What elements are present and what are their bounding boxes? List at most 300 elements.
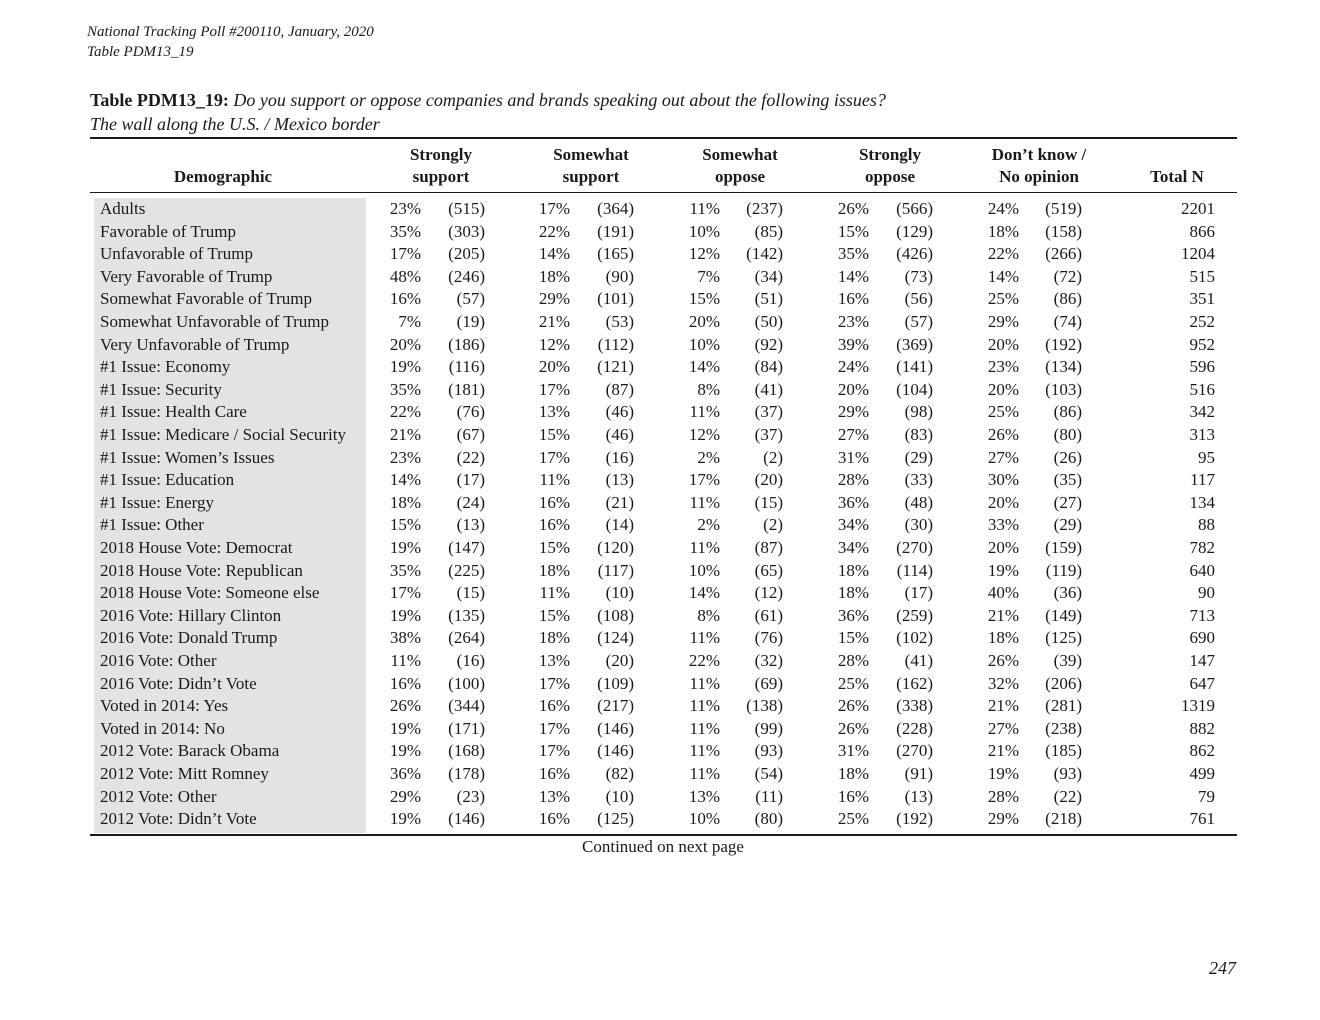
cell-somewhat-support-count: (16) [605,447,634,467]
cell-strongly-support-count: (225) [448,560,485,580]
row-demographic: Voted in 2014: No [100,718,225,738]
cell-somewhat-support-count: (146) [597,741,634,761]
cell-somewhat-support-count: (14) [605,515,634,535]
cell-somewhat-oppose-pct: 11% [689,718,720,738]
cell-somewhat-oppose-pct: 11% [689,492,720,512]
row-demographic: #1 Issue: Education [100,470,235,490]
table-row [0,401,1320,424]
cell-strongly-oppose-count: (98) [904,402,933,422]
cell-strongly-oppose-count: (129) [896,221,933,241]
cell-somewhat-oppose-pct: 12% [688,425,720,444]
cell-strongly-oppose-pct: 26% [837,718,869,738]
header-demographic: Demographic [173,167,273,186]
cell-somewhat-support-count: (146) [597,718,634,738]
cell-somewhat-support-pct: 17% [538,673,570,693]
row-demographic: #1 Issue: Energy [100,492,214,512]
cell-somewhat-oppose-count: (37) [754,402,783,422]
cell-strongly-support-count: (23) [456,786,485,806]
row-demographic: Favorable of Trump [100,221,236,241]
cell-somewhat-oppose-count: (84) [754,357,783,377]
cell-total-n: 134 [1189,492,1215,512]
cell-dont-know-count: (519) [1045,199,1082,218]
cell-somewhat-oppose-pct: 11% [689,402,720,422]
cell-somewhat-oppose-pct: 11% [689,673,720,693]
cell-somewhat-support-count: (46) [605,425,634,444]
cell-somewhat-support-count: (90) [605,266,634,286]
cell-strongly-support-pct: 48% [389,266,421,286]
running-head-poll: National Tracking Poll #200110, January, 2020 [87,24,374,40]
cell-dont-know-count: (218) [1045,809,1082,829]
cell-strongly-support-pct: 17% [389,244,421,264]
cell-strongly-oppose-count: (270) [896,538,933,557]
cell-strongly-oppose-pct: 20% [837,379,869,399]
row-demographic: 2016 Vote: Hillary Clinton [100,605,282,625]
cell-strongly-oppose-count: (56) [904,289,933,309]
cell-strongly-support-pct: 35% [389,221,421,241]
cell-dont-know-count: (35) [1053,470,1082,490]
cell-somewhat-support-pct: 17% [538,447,570,467]
cell-strongly-oppose-pct: 15% [837,221,869,241]
cell-strongly-oppose-count: (426) [896,244,933,264]
cell-dont-know-pct: 19% [987,560,1019,580]
cell-dont-know-count: (134) [1045,357,1082,377]
cell-dont-know-pct: 20% [987,379,1019,399]
row-demographic: #1 Issue: Security [100,379,222,399]
cell-somewhat-support-count: (125) [597,809,634,829]
cell-somewhat-support-pct: 13% [538,402,570,422]
cell-dont-know-count: (125) [1045,628,1082,648]
table-row [0,537,1320,560]
cell-dont-know-pct: 24% [987,199,1019,218]
table-row [0,356,1320,379]
cell-somewhat-support-pct: 22% [538,221,570,241]
row-demographic: 2016 Vote: Donald Trump [100,628,278,648]
cell-somewhat-oppose-pct: 11% [689,199,720,218]
cell-dont-know-pct: 25% [987,289,1019,309]
running-head-table-id: Table PDM13_19 [87,44,194,60]
cell-somewhat-support-pct: 15% [538,605,570,625]
cell-strongly-support-count: (147) [448,538,485,557]
cell-dont-know-count: (86) [1053,402,1082,422]
cell-somewhat-oppose-count: (50) [754,312,783,331]
table-row [0,582,1320,605]
cell-total-n: 88 [1198,515,1215,535]
table-row [0,740,1320,763]
cell-somewhat-oppose-count: (69) [754,673,783,693]
cell-dont-know-pct: 19% [987,764,1019,783]
cell-somewhat-oppose-pct: 22% [688,651,720,670]
cell-somewhat-oppose-count: (87) [754,538,783,557]
cell-strongly-support-pct: 19% [389,741,421,761]
cell-somewhat-support-count: (109) [597,673,634,693]
cell-total-n: 1204 [1181,244,1215,264]
cell-strongly-support-count: (246) [448,266,485,286]
cell-strongly-support-count: (15) [456,583,485,603]
cell-total-n: 313 [1189,425,1215,444]
cell-somewhat-oppose-pct: 8% [697,379,720,399]
table-row [0,243,1320,266]
cell-somewhat-support-pct: 12% [538,334,570,354]
cell-total-n: 342 [1189,402,1215,422]
cell-strongly-oppose-pct: 28% [837,470,869,490]
cell-somewhat-support-pct: 16% [538,696,570,716]
cell-strongly-support-pct: 19% [389,605,421,625]
cell-strongly-support-count: (24) [456,492,485,512]
table-row [0,650,1320,673]
cell-strongly-oppose-pct: 18% [837,583,869,603]
cell-strongly-support-count: (57) [456,289,485,309]
cell-somewhat-oppose-pct: 12% [688,244,720,264]
cell-strongly-oppose-count: (369) [896,334,933,354]
cell-dont-know-count: (22) [1053,786,1082,806]
cell-strongly-support-pct: 22% [389,402,421,422]
cell-somewhat-oppose-count: (65) [754,560,783,580]
cell-strongly-oppose-pct: 29% [837,402,869,422]
table-row [0,221,1320,244]
cell-strongly-support-pct: 15% [389,515,421,535]
cell-strongly-oppose-pct: 31% [837,741,869,761]
cell-total-n: 90 [1198,583,1215,603]
cell-somewhat-support-pct: 17% [538,379,570,399]
cell-somewhat-support-pct: 29% [538,289,570,309]
cell-total-n: 117 [1190,470,1215,490]
cell-total-n: 647 [1189,673,1215,693]
cell-dont-know-pct: 20% [987,538,1019,557]
cell-dont-know-pct: 40% [987,583,1019,603]
cell-somewhat-oppose-count: (142) [746,244,783,264]
cell-dont-know-pct: 27% [987,447,1019,467]
cell-strongly-oppose-pct: 27% [837,425,869,444]
cell-dont-know-pct: 28% [987,786,1019,806]
cell-strongly-oppose-count: (91) [904,764,933,783]
cell-dont-know-count: (74) [1053,312,1082,331]
header-somewhat-support: Somewhat support [553,145,629,186]
cell-dont-know-count: (29) [1053,515,1082,535]
cell-strongly-support-count: (22) [456,447,485,467]
cell-strongly-oppose-count: (566) [896,199,933,218]
cell-strongly-support-pct: 7% [398,312,421,331]
table-row [0,808,1320,831]
cell-strongly-oppose-pct: 34% [837,515,869,535]
cell-strongly-oppose-count: (13) [904,786,933,806]
cell-somewhat-oppose-pct: 11% [689,696,720,716]
cell-total-n: 252 [1189,312,1215,331]
cell-somewhat-oppose-count: (138) [746,696,783,716]
cell-dont-know-count: (185) [1045,741,1082,761]
cell-dont-know-count: (26) [1053,447,1082,467]
cell-somewhat-oppose-pct: 11% [689,538,720,557]
row-demographic: Voted in 2014: Yes [100,696,229,716]
cell-somewhat-oppose-count: (11) [755,786,783,806]
cell-somewhat-oppose-pct: 20% [688,312,720,331]
cell-strongly-support-count: (146) [448,809,485,829]
cell-dont-know-pct: 30% [987,470,1019,490]
cell-strongly-support-pct: 19% [389,809,421,829]
cell-strongly-oppose-pct: 25% [837,673,869,693]
cell-somewhat-support-pct: 13% [538,786,570,806]
table-row [0,492,1320,515]
cell-strongly-oppose-count: (162) [896,673,933,693]
cell-strongly-support-count: (16) [456,651,485,670]
cell-strongly-oppose-count: (57) [904,312,933,331]
cell-strongly-support-count: (135) [448,605,485,625]
cell-somewhat-support-count: (108) [597,605,634,625]
cell-strongly-oppose-count: (104) [896,379,933,399]
cell-dont-know-count: (192) [1045,334,1082,354]
cell-total-n: 596 [1189,357,1215,377]
row-demographic: #1 Issue: Women’s Issues [100,447,275,467]
cell-somewhat-oppose-count: (41) [754,379,783,399]
cell-somewhat-support-count: (364) [597,199,634,218]
cell-strongly-oppose-count: (270) [896,741,933,761]
cell-strongly-oppose-count: (102) [896,628,933,648]
cell-dont-know-pct: 21% [987,605,1019,625]
cell-somewhat-support-count: (87) [605,379,634,399]
cell-strongly-oppose-count: (228) [896,718,933,738]
cell-dont-know-pct: 23% [987,357,1019,377]
cell-somewhat-oppose-count: (34) [754,266,783,286]
cell-strongly-oppose-pct: 28% [837,651,869,670]
cell-strongly-support-count: (17) [456,470,485,490]
cell-somewhat-support-pct: 16% [538,764,570,783]
table-top-rule [90,137,1237,139]
cell-total-n: 882 [1189,718,1215,738]
cell-strongly-oppose-pct: 23% [837,312,869,331]
cell-total-n: 761 [1189,809,1215,829]
cell-somewhat-oppose-pct: 10% [688,334,720,354]
header-dont-know: Don’t know / No opinion [991,145,1087,186]
cell-strongly-oppose-count: (30) [904,515,933,535]
header-total-n: Total N [1150,167,1204,186]
cell-somewhat-support-pct: 11% [539,583,570,603]
row-demographic: Very Favorable of Trump [100,266,273,286]
table-row [0,288,1320,311]
row-demographic: #1 Issue: Health Care [100,402,247,422]
caption-label: Table PDM13_19: [90,90,229,110]
cell-dont-know-pct: 25% [987,402,1019,422]
cell-strongly-oppose-pct: 26% [837,696,869,716]
cell-somewhat-oppose-count: (237) [746,199,783,218]
cell-somewhat-oppose-pct: 14% [688,357,720,377]
cell-strongly-support-count: (67) [456,425,485,444]
cell-strongly-oppose-pct: 25% [837,809,869,829]
row-demographic: Unfavorable of Trump [100,244,253,264]
table-row [0,266,1320,289]
cell-somewhat-support-count: (112) [597,334,634,354]
cell-somewhat-oppose-count: (85) [754,221,783,241]
cell-strongly-oppose-count: (29) [904,447,933,467]
cell-strongly-support-pct: 20% [389,334,421,354]
cell-strongly-oppose-count: (114) [896,560,933,580]
cell-somewhat-support-count: (120) [597,538,634,557]
cell-strongly-oppose-count: (17) [904,583,933,603]
cell-somewhat-oppose-count: (37) [754,425,783,444]
cell-strongly-oppose-count: (83) [904,425,933,444]
continued-note: Continued on next page [582,837,744,856]
cell-total-n: 95 [1198,447,1215,467]
cell-somewhat-support-pct: 17% [538,199,570,218]
cell-somewhat-support-pct: 16% [538,492,570,512]
cell-strongly-support-pct: 19% [389,357,421,377]
cell-strongly-oppose-pct: 16% [837,786,869,806]
cell-somewhat-support-count: (121) [597,357,634,377]
cell-strongly-support-pct: 19% [389,538,421,557]
table-row [0,379,1320,402]
cell-somewhat-support-pct: 15% [538,425,570,444]
page-number: 247 [1209,958,1236,978]
cell-strongly-support-count: (264) [448,628,485,648]
table-row [0,469,1320,492]
row-demographic: 2018 House Vote: Republican [100,560,303,580]
cell-dont-know-count: (27) [1053,492,1082,512]
cell-total-n: 640 [1189,560,1215,580]
cell-somewhat-support-count: (13) [605,470,634,490]
cell-dont-know-count: (149) [1045,605,1082,625]
cell-strongly-support-pct: 36% [389,764,421,783]
cell-somewhat-support-pct: 16% [538,515,570,535]
cell-dont-know-count: (119) [1045,560,1082,580]
cell-strongly-oppose-count: (41) [904,651,933,670]
cell-somewhat-oppose-count: (92) [754,334,783,354]
table-row [0,786,1320,809]
cell-strongly-oppose-pct: 18% [837,764,869,783]
row-demographic: 2018 House Vote: Someone else [100,583,320,603]
cell-dont-know-count: (36) [1053,583,1082,603]
cell-somewhat-oppose-pct: 10% [688,560,720,580]
cell-strongly-support-pct: 23% [389,447,421,467]
row-demographic: 2016 Vote: Other [100,651,217,670]
cell-somewhat-oppose-pct: 13% [688,786,720,806]
table-row [0,447,1320,470]
cell-total-n: 515 [1189,266,1215,286]
cell-strongly-support-pct: 18% [389,492,421,512]
cell-somewhat-oppose-pct: 2% [697,515,720,535]
cell-somewhat-oppose-pct: 7% [697,266,720,286]
cell-dont-know-count: (93) [1053,764,1082,783]
cell-dont-know-pct: 29% [987,809,1019,829]
cell-total-n: 690 [1189,628,1215,648]
cell-dont-know-pct: 26% [987,651,1019,670]
cell-strongly-oppose-count: (141) [896,357,933,377]
cell-strongly-oppose-pct: 16% [837,289,869,309]
cell-somewhat-support-pct: 13% [538,651,570,670]
cell-strongly-oppose-pct: 39% [837,334,869,354]
row-demographic: 2012 Vote: Barack Obama [100,741,280,761]
cell-strongly-oppose-pct: 26% [837,199,869,218]
table-caption [90,88,886,136]
cell-strongly-support-count: (178) [448,764,485,783]
cell-somewhat-support-pct: 21% [538,312,570,331]
cell-somewhat-support-count: (46) [605,402,634,422]
cell-total-n: 866 [1189,221,1215,241]
cell-strongly-support-count: (116) [448,357,485,377]
cell-total-n: 351 [1189,289,1215,309]
cell-dont-know-count: (158) [1045,221,1082,241]
table-row [0,763,1320,786]
cell-strongly-oppose-pct: 14% [837,266,869,286]
cell-somewhat-oppose-count: (2) [763,515,783,535]
table-row [0,311,1320,334]
cell-strongly-support-count: (168) [448,741,485,761]
cell-dont-know-count: (266) [1045,244,1082,264]
cell-strongly-support-pct: 21% [389,425,421,444]
cell-somewhat-oppose-pct: 8% [697,605,720,625]
cell-dont-know-pct: 20% [987,334,1019,354]
cell-strongly-support-count: (303) [448,221,485,241]
cell-dont-know-pct: 29% [987,312,1019,331]
cell-somewhat-support-pct: 17% [538,718,570,738]
cell-strongly-oppose-pct: 24% [837,357,869,377]
cell-somewhat-support-pct: 18% [538,266,570,286]
cell-somewhat-oppose-count: (61) [754,605,783,625]
cell-dont-know-count: (86) [1053,289,1082,309]
cell-somewhat-support-count: (117) [597,560,634,580]
cell-strongly-support-pct: 11% [390,651,421,670]
cell-strongly-oppose-count: (48) [904,492,933,512]
cell-somewhat-oppose-count: (54) [754,764,783,783]
header-strongly-oppose: Strongly oppose [858,145,922,186]
cell-somewhat-oppose-count: (2) [763,447,783,467]
cell-total-n: 1319 [1181,696,1215,716]
cell-strongly-support-count: (19) [456,312,485,331]
cell-dont-know-pct: 22% [987,244,1019,264]
cell-dont-know-pct: 26% [987,425,1019,444]
cell-somewhat-oppose-pct: 11% [689,764,720,783]
table-row [0,514,1320,537]
cell-somewhat-support-pct: 18% [538,560,570,580]
cell-dont-know-pct: 21% [987,696,1019,716]
cell-dont-know-pct: 18% [987,221,1019,241]
cell-total-n: 713 [1189,605,1215,625]
cell-dont-know-pct: 27% [987,718,1019,738]
cell-dont-know-count: (159) [1045,538,1082,557]
cell-strongly-support-count: (181) [448,379,485,399]
cell-strongly-support-count: (344) [448,696,485,716]
cell-somewhat-support-count: (21) [605,492,634,512]
cell-somewhat-oppose-pct: 10% [688,221,720,241]
cell-somewhat-oppose-count: (12) [754,583,783,603]
cell-somewhat-support-pct: 18% [538,628,570,648]
row-demographic: #1 Issue: Economy [100,357,231,377]
cell-strongly-oppose-pct: 35% [837,244,869,264]
table-row [0,334,1320,357]
cell-strongly-oppose-count: (338) [896,696,933,716]
cell-strongly-oppose-count: (259) [896,605,933,625]
cell-somewhat-support-count: (191) [597,221,634,241]
cell-strongly-oppose-pct: 15% [837,628,869,648]
cell-somewhat-oppose-pct: 10% [688,809,720,829]
cell-dont-know-count: (72) [1053,266,1082,286]
cell-strongly-support-pct: 19% [389,718,421,738]
table-row [0,695,1320,718]
cell-somewhat-support-count: (53) [605,312,634,331]
cell-total-n: 499 [1189,764,1215,783]
row-demographic: #1 Issue: Other [100,515,204,535]
cell-somewhat-support-pct: 17% [538,741,570,761]
cell-total-n: 79 [1198,786,1215,806]
cell-strongly-oppose-count: (192) [896,809,933,829]
cell-somewhat-support-count: (217) [597,696,634,716]
cell-strongly-support-pct: 17% [389,583,421,603]
cell-dont-know-count: (80) [1053,425,1082,444]
cell-somewhat-oppose-count: (80) [754,809,783,829]
cell-strongly-oppose-count: (33) [904,470,933,490]
cell-somewhat-support-pct: 15% [538,538,570,557]
cell-somewhat-oppose-pct: 2% [697,447,720,467]
row-demographic: Somewhat Unfavorable of Trump [100,312,330,331]
cell-somewhat-oppose-count: (51) [754,289,783,309]
table-header-rule [90,192,1237,193]
